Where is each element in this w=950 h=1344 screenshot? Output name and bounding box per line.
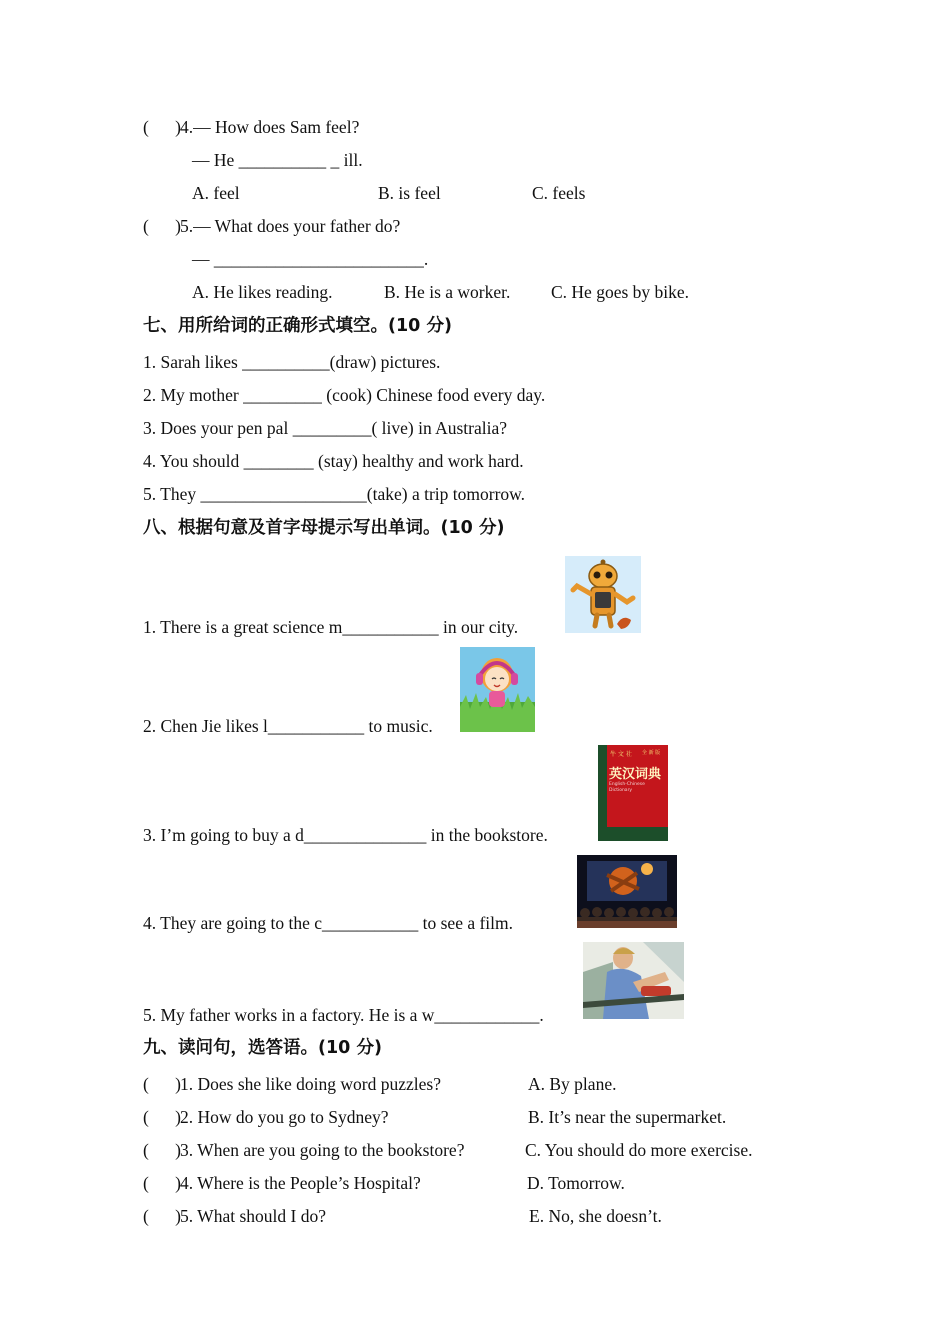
part7-item-1: 1. Sarah likes __________(draw) pictures. (143, 352, 441, 372)
dictionary-image (598, 745, 668, 841)
part9-q1-paren: ( ) (143, 1074, 181, 1094)
q4-question: 4.— How does Sam feel? (180, 117, 360, 137)
part8-item-4: 4. They are going to the c___________ to see a film. (143, 913, 514, 933)
part9-q2-paren: ( ) (143, 1107, 181, 1127)
part7-item-4: 4. You should ________ (stay) healthy and work hard. (143, 451, 524, 471)
q4-paren: ( ) (143, 117, 181, 137)
part8-item-5: 5. My father works in a factory. He is a w____________. (143, 1005, 544, 1025)
dictionary-subtitle: English-Chinese Dictionary (609, 782, 645, 793)
part9-q1-text: 1. Does she like doing word puzzles? (180, 1074, 441, 1094)
q5-paren: ( ) (143, 216, 181, 236)
part9-q5-paren: ( ) (143, 1206, 181, 1226)
part7-item-2: 2. My mother _________ (cook) Chinese food every day. (143, 385, 546, 405)
cinema-screen-icon (577, 855, 677, 928)
dictionary-brand: 牛 文 社 (610, 751, 632, 758)
cinema-image (577, 855, 677, 928)
q4-option-c: C. feels (532, 183, 586, 203)
q4-option-b: B. is feel (378, 183, 441, 203)
part7-heading: 七、用所给词的正确形式填空。(10 分) (143, 316, 452, 336)
part9-answer-a: A. By plane. (528, 1074, 617, 1094)
q5-option-a: A. He likes reading. (192, 282, 333, 302)
part9-answer-c: C. You should do more exercise. (525, 1140, 753, 1160)
part9-q5-text: 5. What should I do? (180, 1206, 326, 1226)
part9-answer-e: E. No, she doesn’t. (529, 1206, 662, 1226)
q5-option-c: C. He goes by bike. (551, 282, 690, 302)
headphones-girl-icon (460, 647, 535, 732)
dictionary-title: 英汉词典 (609, 767, 662, 782)
part9-heading: 九、读问句，选答语。(10 分) (143, 1038, 382, 1058)
factory-worker-image (583, 942, 684, 1019)
q5-answer-blank: — ________________________. (192, 249, 429, 269)
part9-answer-d: D. Tomorrow. (527, 1173, 625, 1193)
girl-listening-music-image (460, 647, 535, 732)
part7-item-5: 5. They ___________________(take) a trip tomorrow. (143, 484, 526, 504)
q4-answer-blank: — He __________ _ ill. (192, 150, 363, 170)
part9-q3-text: 3. When are you going to the bookstore? (180, 1140, 465, 1160)
robot-museum-image (565, 556, 641, 633)
part8-heading: 八、根据句意及首字母提示写出单词。(10 分) (143, 518, 505, 538)
q5-question: 5.— What does your father do? (180, 216, 401, 236)
part9-q3-paren: ( ) (143, 1140, 181, 1160)
dictionary-footer (607, 827, 668, 841)
worker-icon (583, 942, 684, 1019)
part8-item-2: 2. Chen Jie likes l___________ to music. (143, 716, 433, 736)
part9-q2-text: 2. How do you go to Sydney? (180, 1107, 389, 1127)
part9-q4-text: 4. Where is the People’s Hospital? (180, 1173, 421, 1193)
q4-option-a: A. feel (192, 183, 240, 203)
q5-option-b: B. He is a worker. (384, 282, 511, 302)
part9-q4-paren: ( ) (143, 1173, 181, 1193)
dictionary-spine (598, 745, 607, 841)
part9-answer-b: B. It’s near the supermarket. (528, 1107, 727, 1127)
part7-item-3: 3. Does your pen pal _________( live) in Australia? (143, 418, 508, 438)
robot-icon (565, 556, 641, 633)
dictionary-edition: 全 新 版 (642, 750, 661, 756)
part8-item-1: 1. There is a great science m___________ in our city. (143, 617, 519, 637)
part8-item-3: 3. I’m going to buy a d______________ in the bookstore. (143, 825, 548, 845)
